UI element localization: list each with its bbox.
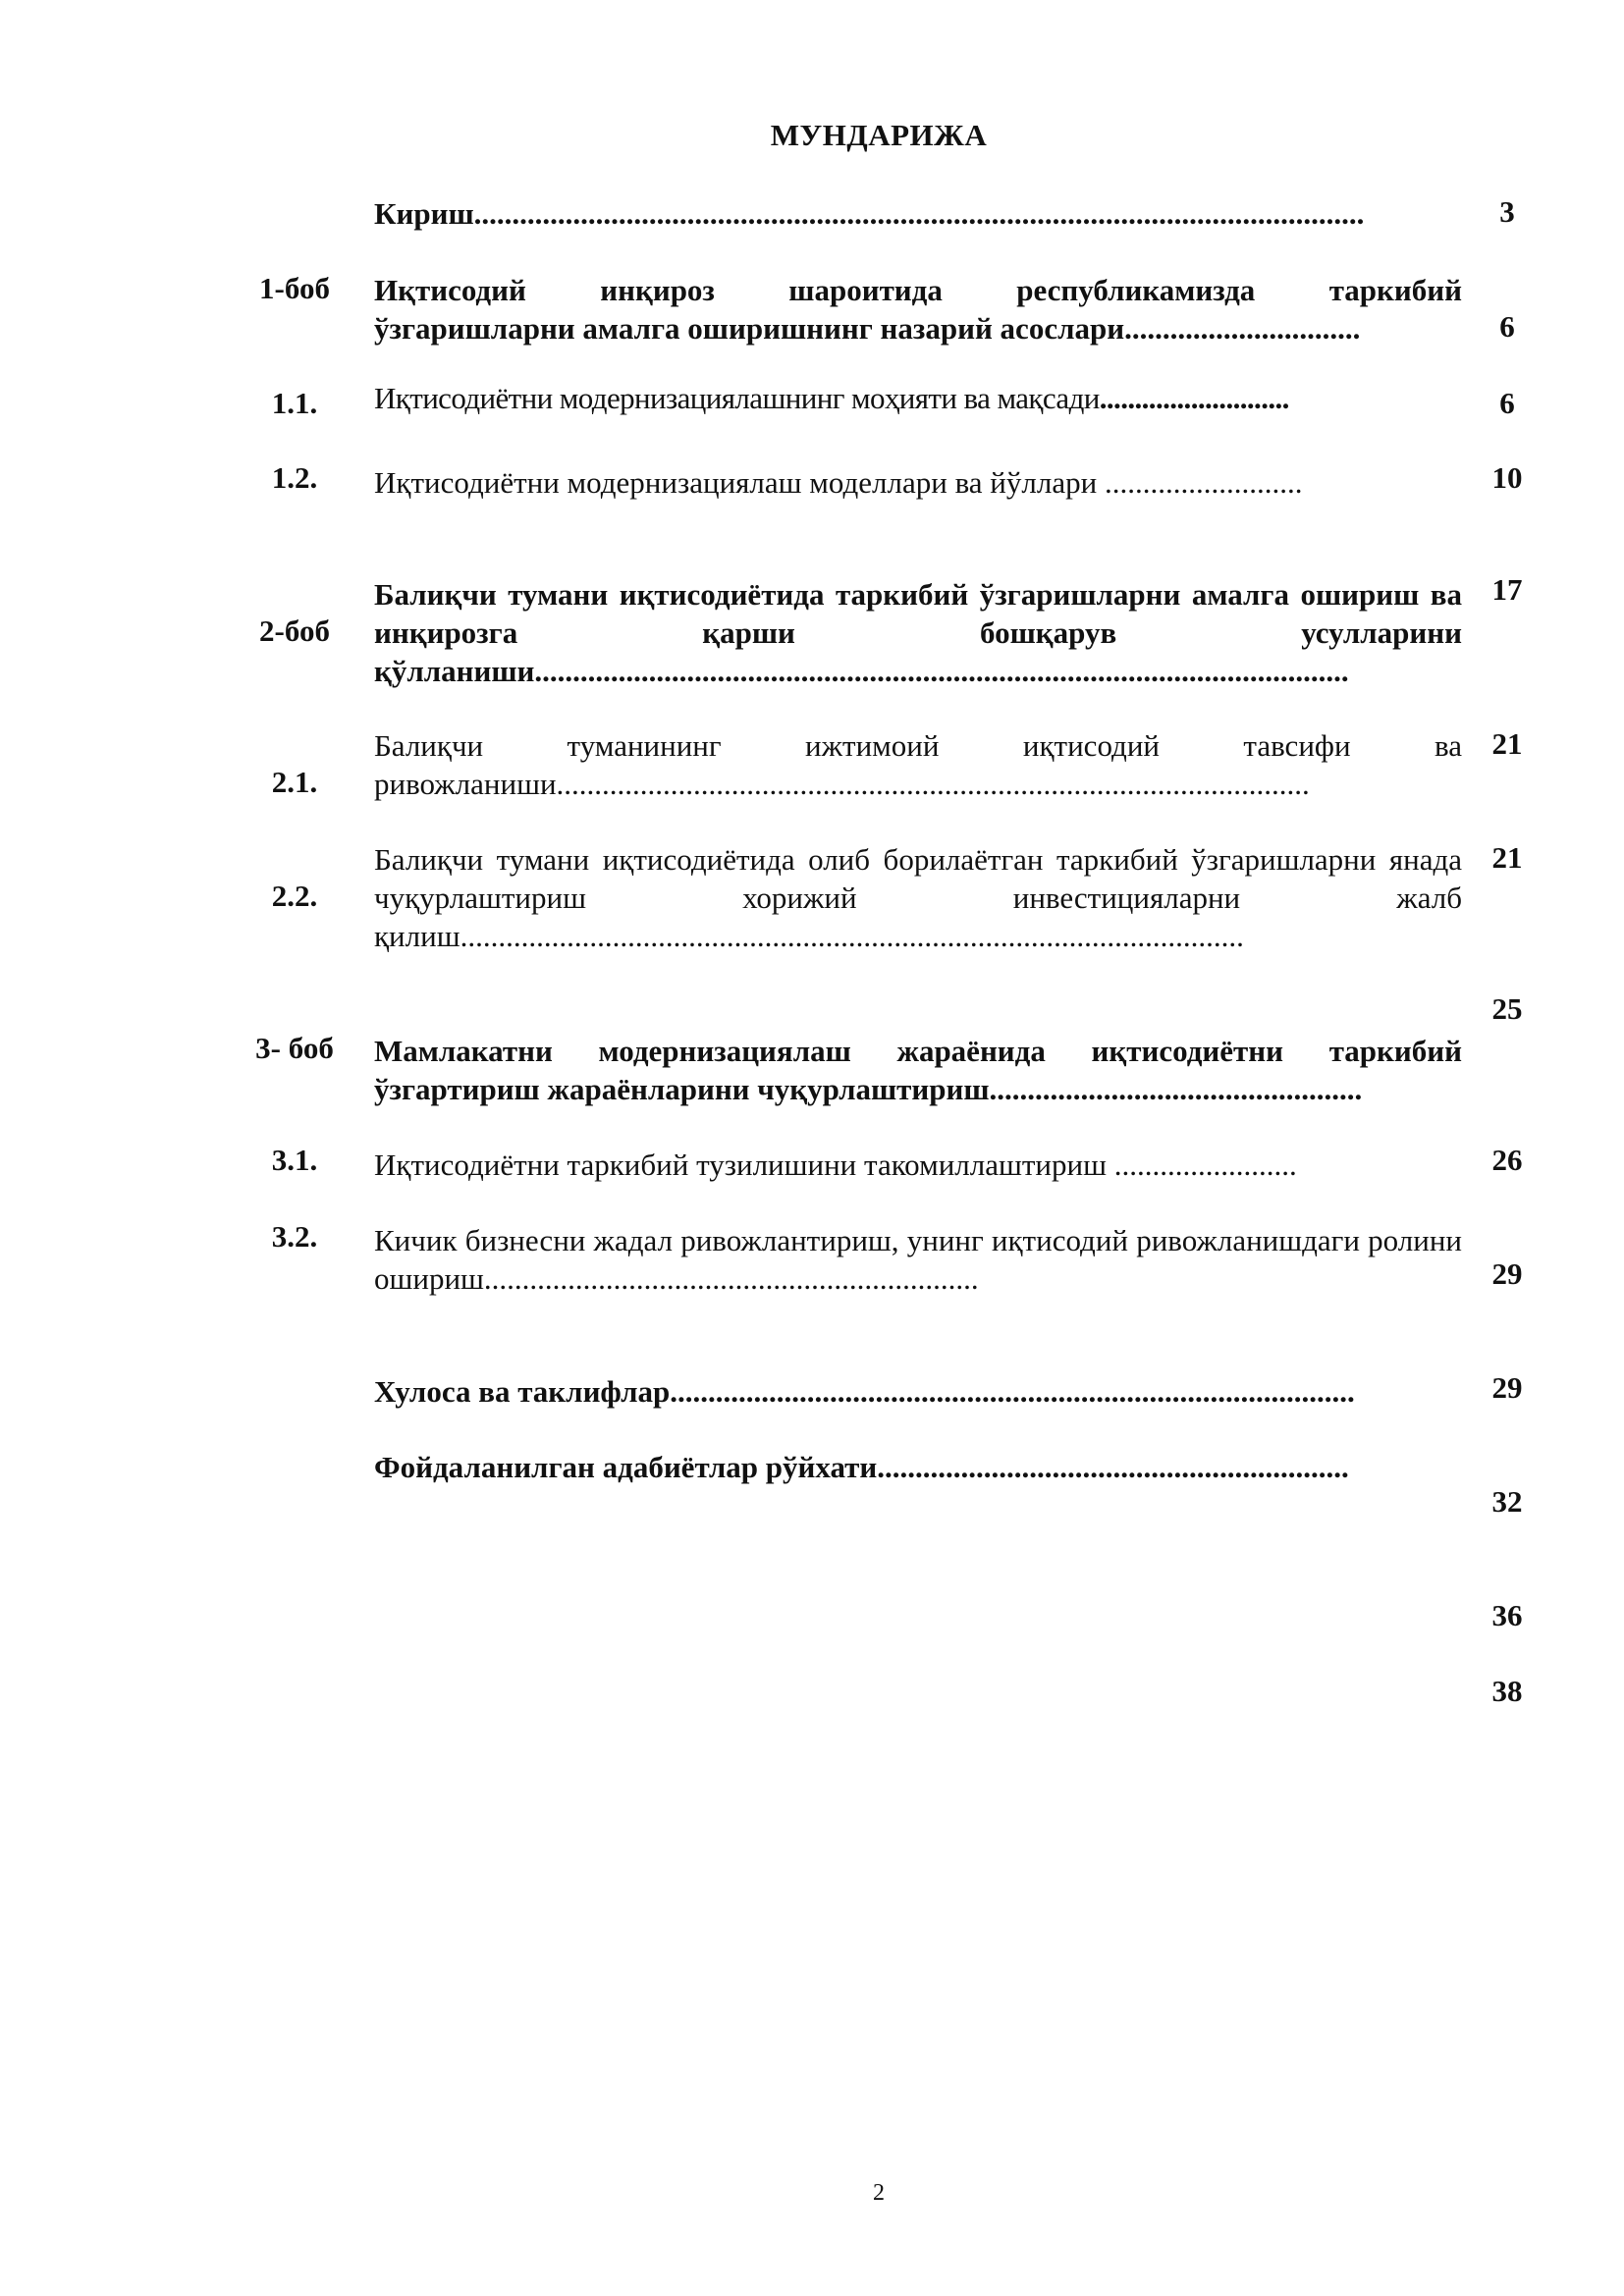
toc-s12-page: 10 xyxy=(1491,460,1523,495)
toc-ch2-num: 2-боб xyxy=(259,614,330,648)
toc-ch1-line1: Иқтисодий инқироз шароитида республикамизда таркибий xyxy=(374,273,1462,307)
toc-s21-num: 2.1. xyxy=(271,765,318,799)
toc-ch3-page: 25 xyxy=(1491,991,1523,1026)
toc-s31-text: Иқтисодиётни таркибий тузилишини такомиллаштириш ........................ xyxy=(374,1148,1297,1182)
toc-ch3-text: Мамлакатни модернизациялаш жараёнида иқтисодиётни таркибий ўзгартириш жараёнларини чуқурлаштириш................................................. xyxy=(374,1034,1462,1106)
page-number: 2 xyxy=(873,2180,885,2206)
toc-intro: Кириш..................................................................................................................... xyxy=(374,196,1365,231)
toc-s21-text: Балиқчи туманининг ижтимоий иқтисодий тавсифи ва ривожланиши................................................................................................... xyxy=(374,728,1462,801)
toc-ch2-text: Балиқчи тумани иқтисодиётида таркибий ўзгаришларни амалга ошириш ва инқирозга қарши бошқарув усулларини қўлланиши........................................................................................................... xyxy=(374,577,1462,688)
toc-references-page: 32 xyxy=(1491,1484,1523,1519)
toc-s22-text: Балиқчи тумани иқтисодиётида олиб борилаётган таркибий ўзгаришларни янада чуқурлаштириш хорижий инвестицияларни жалб қилиш....................................................................................................... xyxy=(374,842,1462,953)
toc-s11-text: Иқтисодиётни модернизациялашнинг моҳияти ва мақсади xyxy=(374,381,1100,415)
toc-s32-page: 29 xyxy=(1491,1256,1523,1291)
toc-s11-num: 1.1. xyxy=(271,386,318,420)
toc-s12-num: 1.2. xyxy=(271,460,318,495)
toc-s11-page: 6 xyxy=(1499,386,1515,420)
toc-ch1-page: 6 xyxy=(1499,309,1515,344)
toc-extra-page-2: 38 xyxy=(1491,1674,1523,1708)
page-title: МУНДАРИЖА xyxy=(770,118,988,152)
toc-references: Фойдаланилган адабиётлар рўйхати.............................................................. xyxy=(374,1450,1349,1484)
toc-s21-page: 21 xyxy=(1491,726,1523,761)
toc-s31-num: 3.1. xyxy=(271,1143,318,1177)
toc-ch1-num: 1-боб xyxy=(259,271,330,305)
toc-conclusion: Хулоса ва таклифлар.......................................................................................... xyxy=(374,1374,1355,1409)
toc-s32-text: Кичик бизнесни жадал ривожлантириш, унинг иқтисодий ривожланишдаги ролини ошириш................................................................. xyxy=(374,1223,1462,1296)
toc-s31-page: 26 xyxy=(1491,1143,1523,1177)
toc-s11-dots: ........................... xyxy=(1099,381,1289,415)
toc-ch1-line2: ўзгаришларни амалга оширишнинг назарий асослари............................... xyxy=(374,311,1361,346)
toc-ch3-num: 3- боб xyxy=(255,1031,334,1065)
toc-conclusion-page: 29 xyxy=(1491,1370,1523,1405)
toc-s12-text: Иқтисодиётни модернизациялаш моделлари ва йўллари .......................... xyxy=(374,465,1303,500)
toc-intro-page: 3 xyxy=(1499,194,1515,229)
toc-s11 xyxy=(374,379,1462,417)
toc-s22-page: 21 xyxy=(1491,840,1523,875)
toc-ch2-page: 17 xyxy=(1491,572,1523,607)
toc-extra-page-1: 36 xyxy=(1491,1598,1523,1632)
toc-s32-num: 3.2. xyxy=(271,1219,318,1254)
toc-s22-num: 2.2. xyxy=(271,879,318,913)
